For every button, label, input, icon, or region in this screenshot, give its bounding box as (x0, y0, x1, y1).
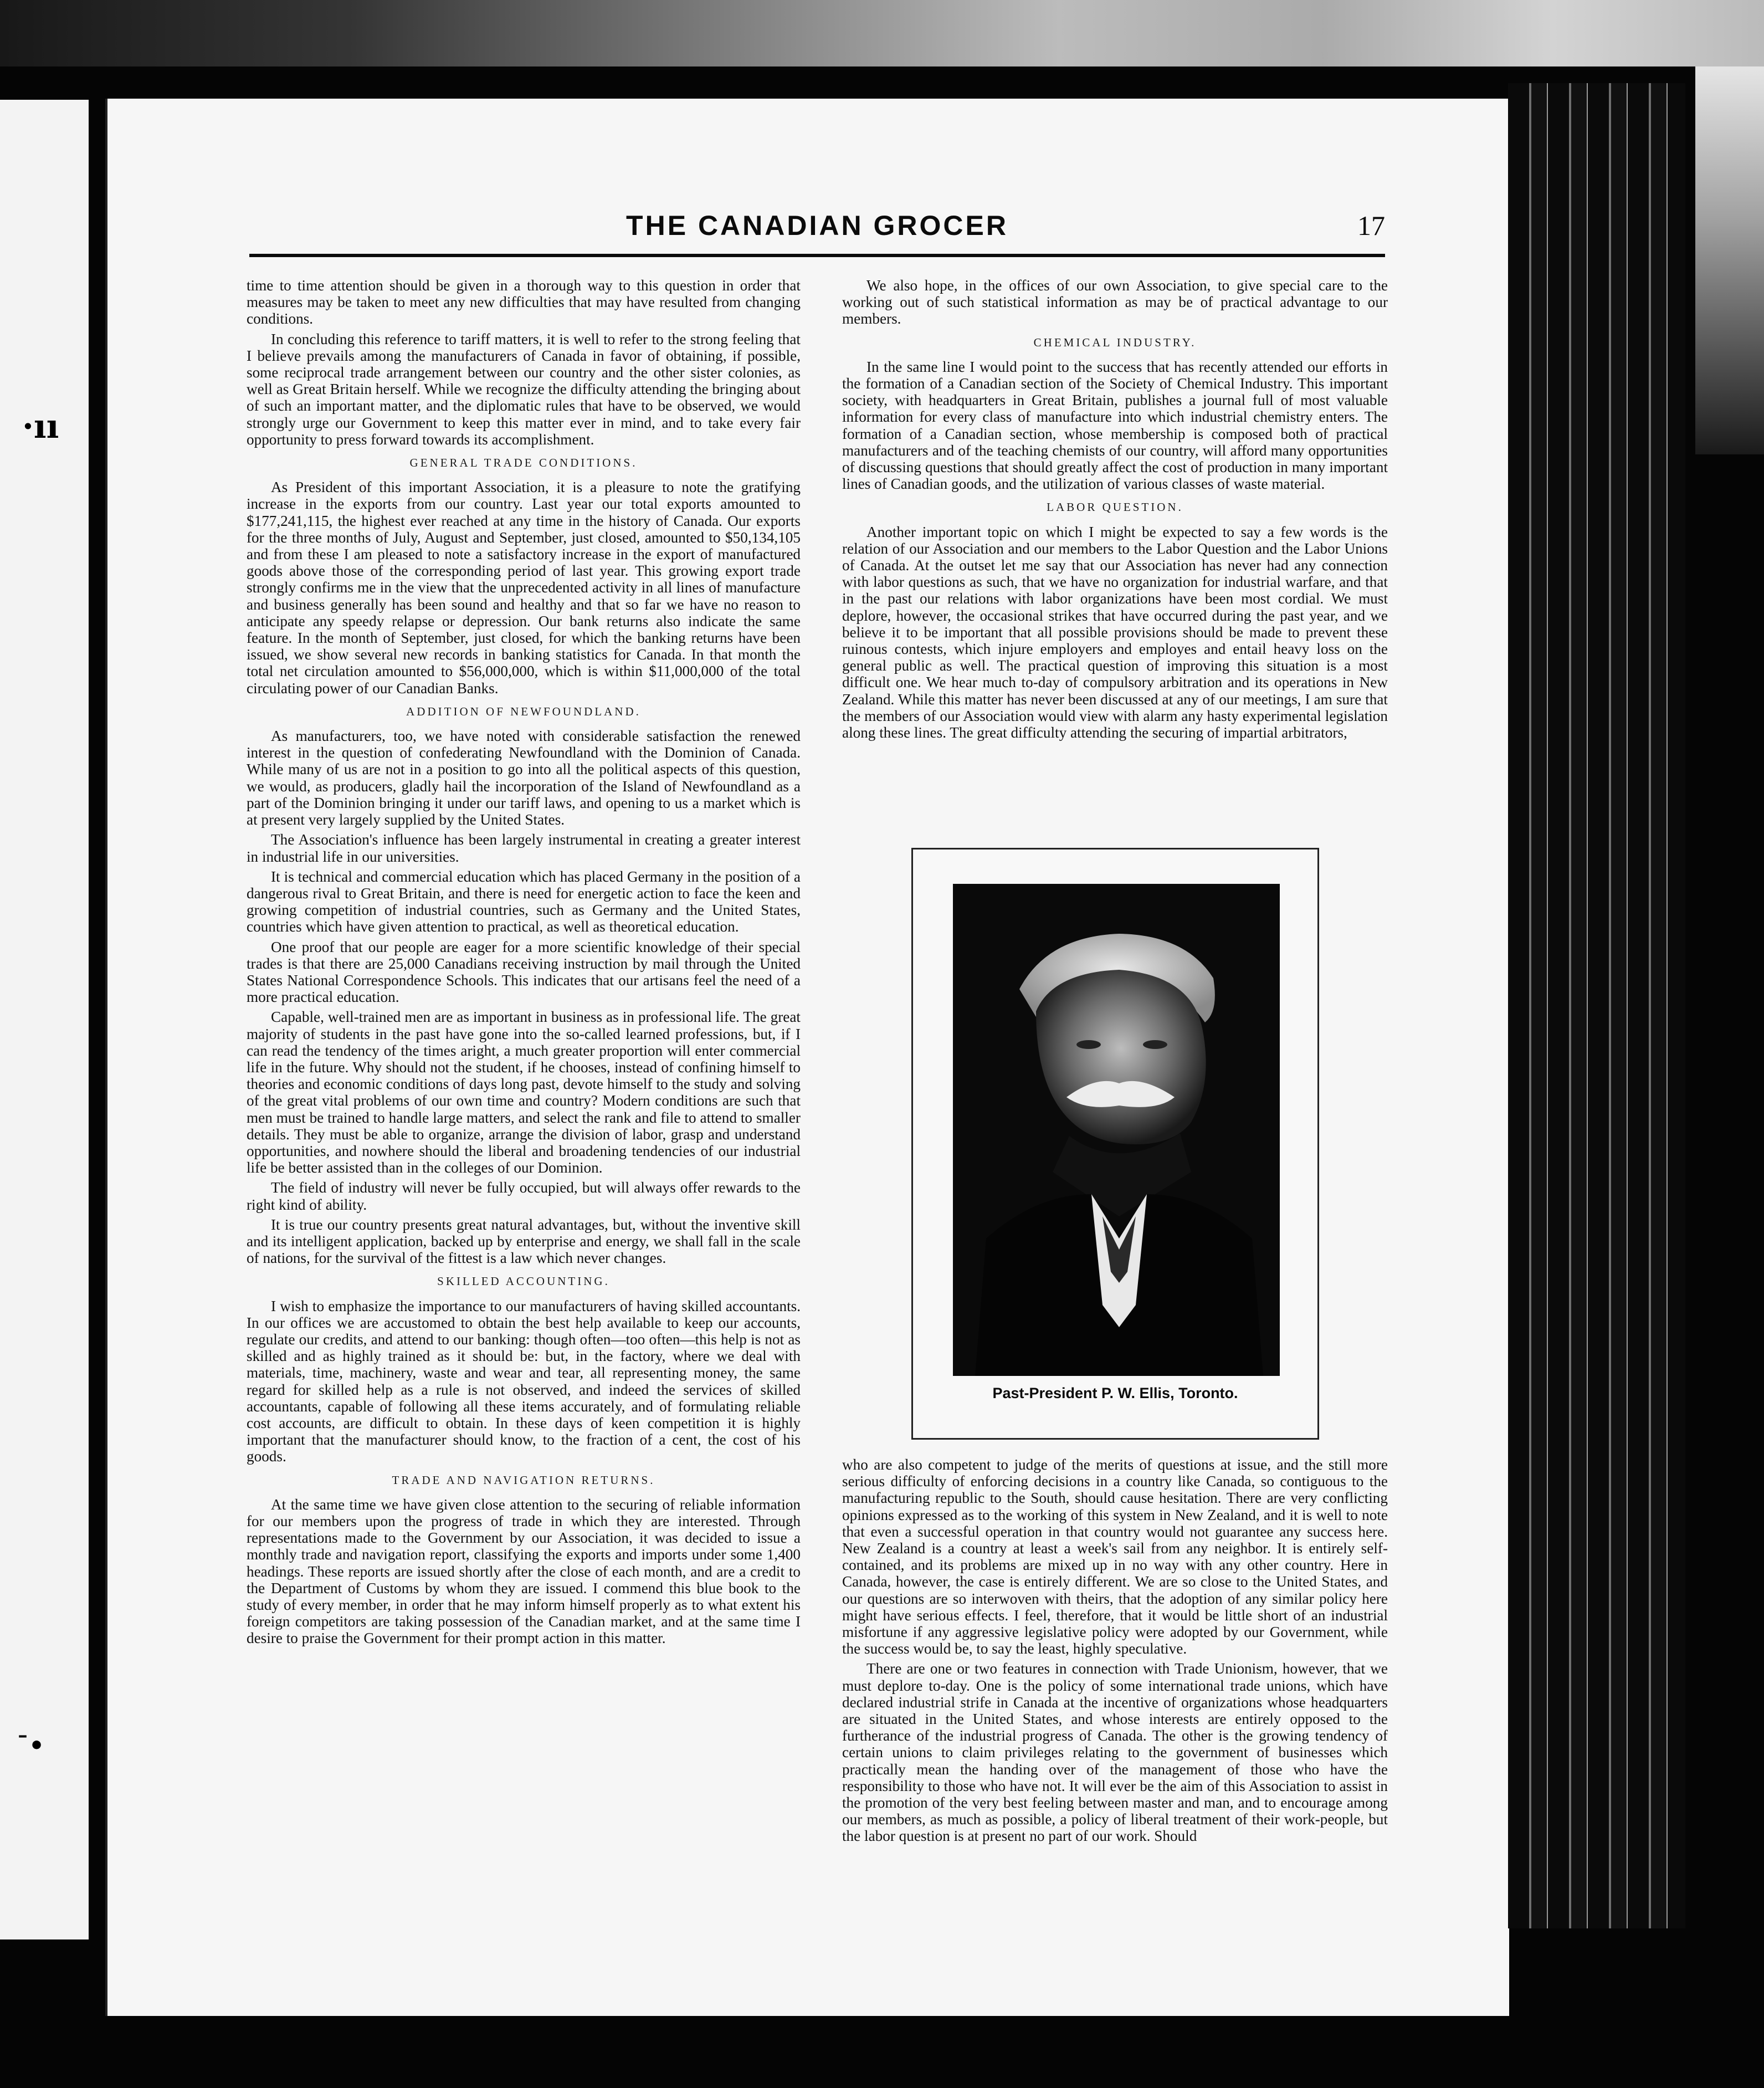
paragraph: One proof that our people are eager for a more scientific knowledge of their special trades is that there are 25,000 Canadians receiving instruction by mail through the United States National Correspondence Schools. This indicates that our artisans feel the need of a more practical education. (247, 938, 801, 1006)
section-heading: GENERAL TRADE CONDITIONS. (409, 456, 638, 470)
paragraph: There are one or two features in connection with Trade Unionism, however, that we must deplore to-day. One is the policy of some international trade unions, which have declared industrial strife in Canada at the incentive of organizations whose headquarters are situated in the United States, and whose interests are entirely opposed to the furtherance of the industrial progress of Canada. The other is the growing tendency of certain unions to claim privileges relating to the government of businesses which practically mean the handing over of the management of those who have the responsibility to those who have not. It will ever be the aim of this Association to assist in the promotion of the very best feeling between master and man, and to encourage among our members, as much as possible, a policy of liberal treatment of their work-people, but the labor question is at present no part of our work. Should (842, 1660, 1388, 1845)
portrait-photo (953, 884, 1280, 1376)
paragraph: The Association's influence has been largely instrumental in creating a greater interest in industrial life in our universities. (247, 831, 801, 865)
section-heading: CHEMICAL INDUSTRY. (1033, 335, 1197, 349)
page-header (249, 209, 1385, 248)
page-title: THE CANADIAN GROCER (626, 210, 1008, 241)
paragraph: At the same time we have given close attention to the securing of reliable information for our members upon the progress of trade in which they are interested. Through representations made to the Government by our Association, it was decided to issue a monthly trade and navigation report, classifying the exports and imports under some 1,400 headings. These reports are issued shortly after the close of each month, and are a credit to the Department of Customs by whom they are issued. I commend this blue book to the study of every member, in order that he may inform himself properly as to what extent his foreign competitors are taking possession of the Canadian market, and at the same time I desire to praise the Government for their prompt action in this matter. (247, 1496, 801, 1647)
paragraph: In the same line I would point to the success that has recently attended our efforts in the formation of a Canadian section of the Society of Chemical Industry. This important society, with headquarters in Great Britain, publishes a journal full of most valuable information for every class of manufacture into which industrial chemistry enters. The formation of a Canadian section, whose membership is composed both of practical manufacturers and of the teaching chemists of our country, will afford many opportunities of discussing questions that should greatly affect the cost of production in many important lines of Canadian goods, and the utilization of various classes of waste material. (842, 358, 1388, 493)
paragraph: time to time attention should be given in a thorough way to this question in order that measures may be taken to meet any new difficulties that may have resulted from changing conditions. (247, 277, 801, 327)
paragraph: We also hope, in the offices of our own Association, to give special care to the working out of such statistical information as may be of practical advantage to our members. (842, 277, 1388, 327)
photo-caption: Past-President P. W. Ellis, Toronto. (992, 1385, 1238, 1401)
facing-page-mark: ˉ• (17, 1732, 45, 1760)
paragraph: It is true our country presents great natural advantages, but, without the inventive skill and its intelligent application, backed up by enterprise and energy, we shall fall in the scale of nations, for the survival of the fittest is a law which never changes. (247, 1216, 801, 1267)
portrait-image (953, 884, 1280, 1376)
paragraph: Another important topic on which I might be expected to say a few words is the relation of our Association and our members to the Labor Question and the Labor Unions of Canada. At the outset let me say that our Association has never had any connection with labor questions as such, that we have no organization for industrial warfare, and that in the past our relations with labor organizations have been most cordial. We must deplore, however, the occasional strikes that have occurred during the past year, and we believe it to be important that all possible provisions should be made to prevent these ruinous contests, which injure employers and employes and entail heavy loss on the general public as well. The practical question of improving this situation is a most difficult one. We hear much to-day of compulsory arbitration and its operations in New Zealand. While this matter has never been discussed at any of our meetings, I am sure that the members of our Association would view with alarm any hasty experimental legislation along these lines. The great difficulty attending the securing of impartial arbitrators, (842, 523, 1388, 741)
paragraph: As President of this important Association, it is a pleasure to note the gratifying increase in the exports from our country. Last year our total exports amounted to $177,241,115, the highest ever reached at any time in the history of Canada. Our exports for the three months of July, August and September, just closed, amounted to $50,134,105 and from these I am pleased to note a satisfactory increase in the export of manufactured goods above those of the corresponding period of last year. This growing export trade strongly confirms me in the view that the unprecedented activity in all lines of manufacture and business generally has been sound and healthy and that so far we have no reason to anticipate any speedy relapse or depression. Our bank returns also indicate the same feature. In the month of September, just closed, for which the banking returns have been issued, we show several new records in banking statistics for Canada. In that month the total net circulation amounted to $56,000,000, which is within $11,000,000 of the total circulating power of our Canadian Banks. (247, 479, 801, 697)
section-heading: LABOR QUESTION. (1047, 500, 1183, 514)
paragraph: It is technical and commercial education which has placed Germany in the position of a dangerous rival to Great Britain, and there is need for energetic action to face the keen and growing competition of industrial countries, such as Germany and the United States, countries which have given attention to practical, as well as theoretical education. (247, 868, 801, 935)
header-rule (249, 254, 1385, 257)
facing-page-mark: ·ıı (22, 407, 59, 446)
paragraph: Capable, well-trained men are as important in business as in professional life. The great majority of students in the past have gone into the so-called learned professions, but, if I can read the tendency of the times aright, a much greater proportion will enter commercial life in the future. Why should not the student, if he chooses, instead of confining himself to theories and economic conditions of days long past, devote himself to the study and solving of the great vital problems of our own time and country? Modern conditions are such that men must be trained to handle large matters, and select the rank and file to attend to smaller details. They must be able to organize, arrange the division of labor, grasp and understand opportunities, and nowhere should the liberal and broadening tendencies of our industrial life be better assisted than in the colleges of our Dominion. (247, 1009, 801, 1176)
book-edge (1508, 83, 1685, 1928)
right-column (842, 277, 1388, 744)
photo-frame (911, 848, 1319, 1440)
right-column-lower (842, 1456, 1388, 1848)
paragraph: As manufacturers, too, we have noted with considerable satisfaction the renewed interest in the question of confederating Newfoundland with the Dominion of Canada. While many of us are not in a position to go into all the political aspects of this question, we would, as producers, gladly hail the incorporation of the Island of Newfoundland as a part of the Dominion bringing it under our tariff laws, and opening to us a market which is at present very largely supplied by the United States. (247, 728, 801, 828)
scan-top-glare (0, 0, 1764, 66)
paragraph: The field of industry will never be fully occupied, but will always offer rewards to the right kind of ability. (247, 1179, 801, 1213)
section-heading: ADDITION OF NEWFOUNDLAND. (406, 704, 641, 718)
paragraph: who are also competent to judge of the merits of questions at issue, and the still more serious difficulty of enforcing decisions in a country like Canada, so contiguous to the manufacturing republic to the South, should cause hesitation. There are very conflicting opinions expressed as to the working of this system in New Zealand, and it is well to note that even a successful operation in that country would not guarantee any success here. New Zealand is a country at least a week's sail from any neighbor. It is entirely self-contained, and its problems are mixed up in no way with any other country. Here in Canada, however, the case is entirely different. We are so close to the United States, and our questions are so interwoven with theirs, that the adoption of any similar policy here might have serious effects. I feel, therefore, that it would be little short of an industrial misfortune if any aggressive legislative policy were adopted by our Government, while the success would be, to say the least, highly speculative. (842, 1456, 1388, 1657)
page-number: 17 (1357, 210, 1385, 241)
paragraph: I wish to emphasize the importance to our manufacturers of having skilled accountants. In our offices we are accustomed to obtain the best help available to keep our accounts, regulate our credits, and attend to our banking: though often—too often—this help is not as skilled and as highly trained as it should be: but, in the factory, where we deal with materials, time, machinery, waste and wear and tear, all representing money, the same regard for skilled help as a rule is not observed, and indeed the services of skilled accountants, capable of following all these items accurately, and of formulating reliable cost accounts, are difficult to obtain. In these days of keen competition it is highly important that the manufacturer should know, to the fraction of a cent, the cost of his goods. (247, 1297, 801, 1465)
paragraph: In concluding this reference to tariff matters, it is well to refer to the strong feeling that I believe prevails among the manufacturers of Canada in favor of obtaining, if possible, some reciprocal trade arrangement between our country and the other sister colonies, as well as Great Britain herself. While we recognize the difficulty attending the bringing about of such an important matter, and the diplomatic rules that have to be observed, we would strongly urge our Government to keep this matter ever in mind, and to take every fair opportunity to press forward towards its accomplishment. (247, 330, 801, 448)
facing-page-edge (0, 100, 89, 1939)
scan-right-glare (1695, 66, 1764, 454)
left-column (247, 277, 801, 1650)
section-heading: SKILLED ACCOUNTING. (437, 1275, 610, 1288)
section-heading: TRADE AND NAVIGATION RETURNS. (392, 1473, 655, 1487)
